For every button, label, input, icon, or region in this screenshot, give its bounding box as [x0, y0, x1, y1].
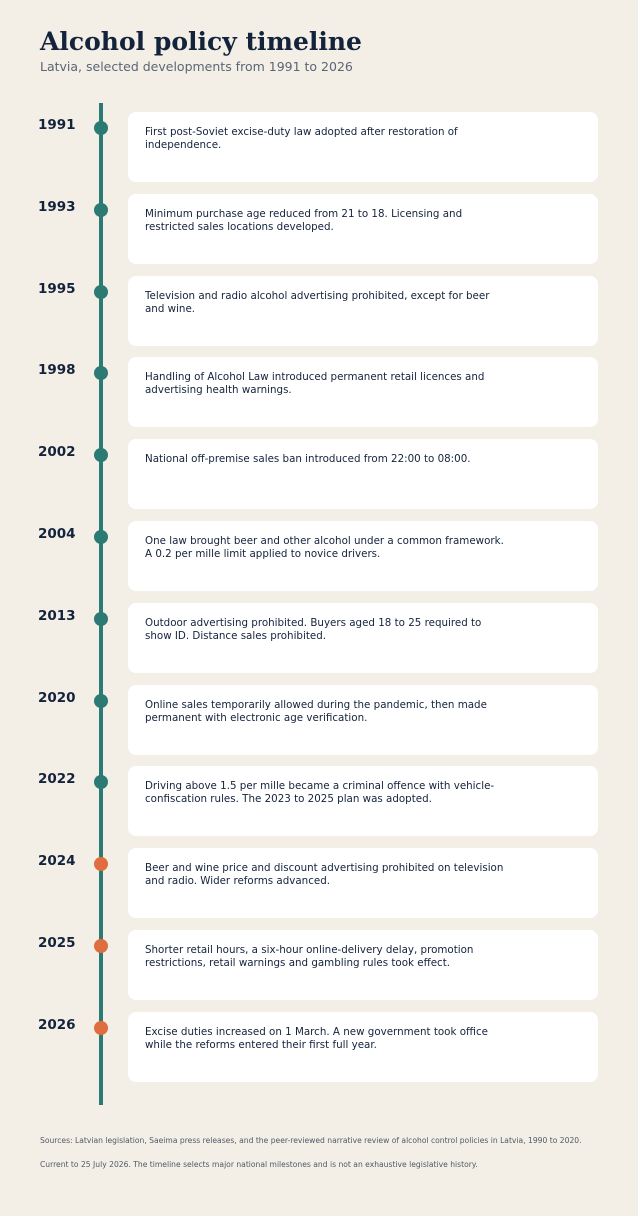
event-marker	[94, 939, 108, 953]
event-card	[128, 439, 598, 509]
event-year: 2026	[38, 1016, 76, 1033]
event-description: Excise duties increased on 1 March. A new government took office while the reforms entered their first full year.	[145, 1025, 488, 1051]
event-year: 2013	[38, 607, 76, 624]
event-description: Shorter retail hours, a six-hour online-delivery delay, promotion restrictions, retail warnings and gambling rules took effect.	[145, 944, 474, 969]
event-year: 1991	[38, 117, 76, 133]
sources-note: Sources: Latvian legislation, Saeima press releases, and the peer-reviewed narrative review of alcohol control policies in Latvia, 1990 to 2020.	[40, 1136, 582, 1145]
event-year: 2002	[38, 444, 76, 461]
timeline-event	[0, 439, 638, 509]
event-description: Outdoor advertising prohibited. Buyers aged 18 to 25 required to show ID. Distance sales prohibited.	[145, 616, 482, 642]
event-marker	[94, 530, 108, 544]
timeline-event	[0, 1012, 638, 1082]
event-marker	[94, 448, 108, 462]
event-marker	[94, 121, 108, 135]
event-year: 2020	[38, 689, 76, 706]
event-marker	[94, 775, 108, 789]
event-description: Beer and wine price and discount advertising prohibited on television and radio. Wider reforms advanced.	[145, 862, 504, 888]
event-card	[128, 521, 598, 591]
event-card	[128, 766, 598, 836]
event-description: One law brought beer and other alcohol under a common framework. A 0.2 per mille limit applied to novice drivers.	[145, 535, 504, 560]
event-year: 2024	[38, 853, 76, 870]
event-card	[128, 848, 598, 918]
event-description: Television and radio alcohol advertising prohibited, except for beer and wine.	[145, 289, 490, 315]
event-description: National off-premise sales ban introduced from 22:00 to 08:00.	[145, 453, 471, 466]
timeline-event	[0, 521, 638, 591]
event-card	[128, 603, 598, 673]
event-card	[128, 685, 598, 755]
event-marker	[94, 285, 108, 299]
event-marker	[94, 612, 108, 626]
event-year: 1993	[38, 198, 76, 215]
timeline-event	[0, 357, 638, 427]
currency-note: Current to 25 July 2026. The timeline selects major national milestones and is not an exhaustive legislative history.	[40, 1160, 478, 1169]
timeline-event	[0, 194, 638, 264]
event-card	[128, 194, 598, 264]
event-card	[128, 1012, 598, 1082]
event-description: First post-Soviet excise-duty law adopted after restoration of independence.	[145, 126, 458, 151]
page-title: Alcohol policy timeline	[40, 27, 362, 56]
timeline-event	[0, 685, 638, 755]
event-card	[128, 112, 598, 182]
event-year: 1995	[38, 280, 76, 297]
event-card	[128, 930, 598, 1000]
event-description: Driving above 1.5 per mille became a criminal offence with vehicle-confiscation rules. The 2023 to 2025 plan was adopted.	[145, 780, 495, 806]
event-card	[128, 276, 598, 346]
event-marker	[94, 366, 108, 380]
event-marker	[94, 694, 108, 708]
timeline-event	[0, 603, 638, 673]
event-year: 2022	[38, 771, 76, 788]
event-year: 2025	[38, 935, 76, 951]
event-card	[128, 357, 598, 427]
page-subtitle: Latvia, selected developments from 1991 to 2026	[40, 59, 353, 74]
event-description: Online sales temporarily allowed during the pandemic, then made permanent with electronic age verification.	[145, 698, 487, 724]
timeline-event	[0, 766, 638, 836]
timeline-event	[0, 848, 638, 918]
timeline-event	[0, 112, 638, 182]
event-description: Minimum purchase age reduced from 21 to 18. Licensing and restricted sales locations developed.	[145, 207, 463, 233]
event-marker	[94, 857, 108, 871]
timeline-event	[0, 276, 638, 346]
event-marker	[94, 203, 108, 217]
event-year: 2004	[38, 526, 76, 542]
timeline-event	[0, 930, 638, 1000]
event-description: Handling of Alcohol Law introduced permanent retail licences and advertising health warnings.	[145, 371, 485, 397]
event-year: 1998	[38, 362, 76, 379]
event-marker	[94, 1021, 108, 1035]
